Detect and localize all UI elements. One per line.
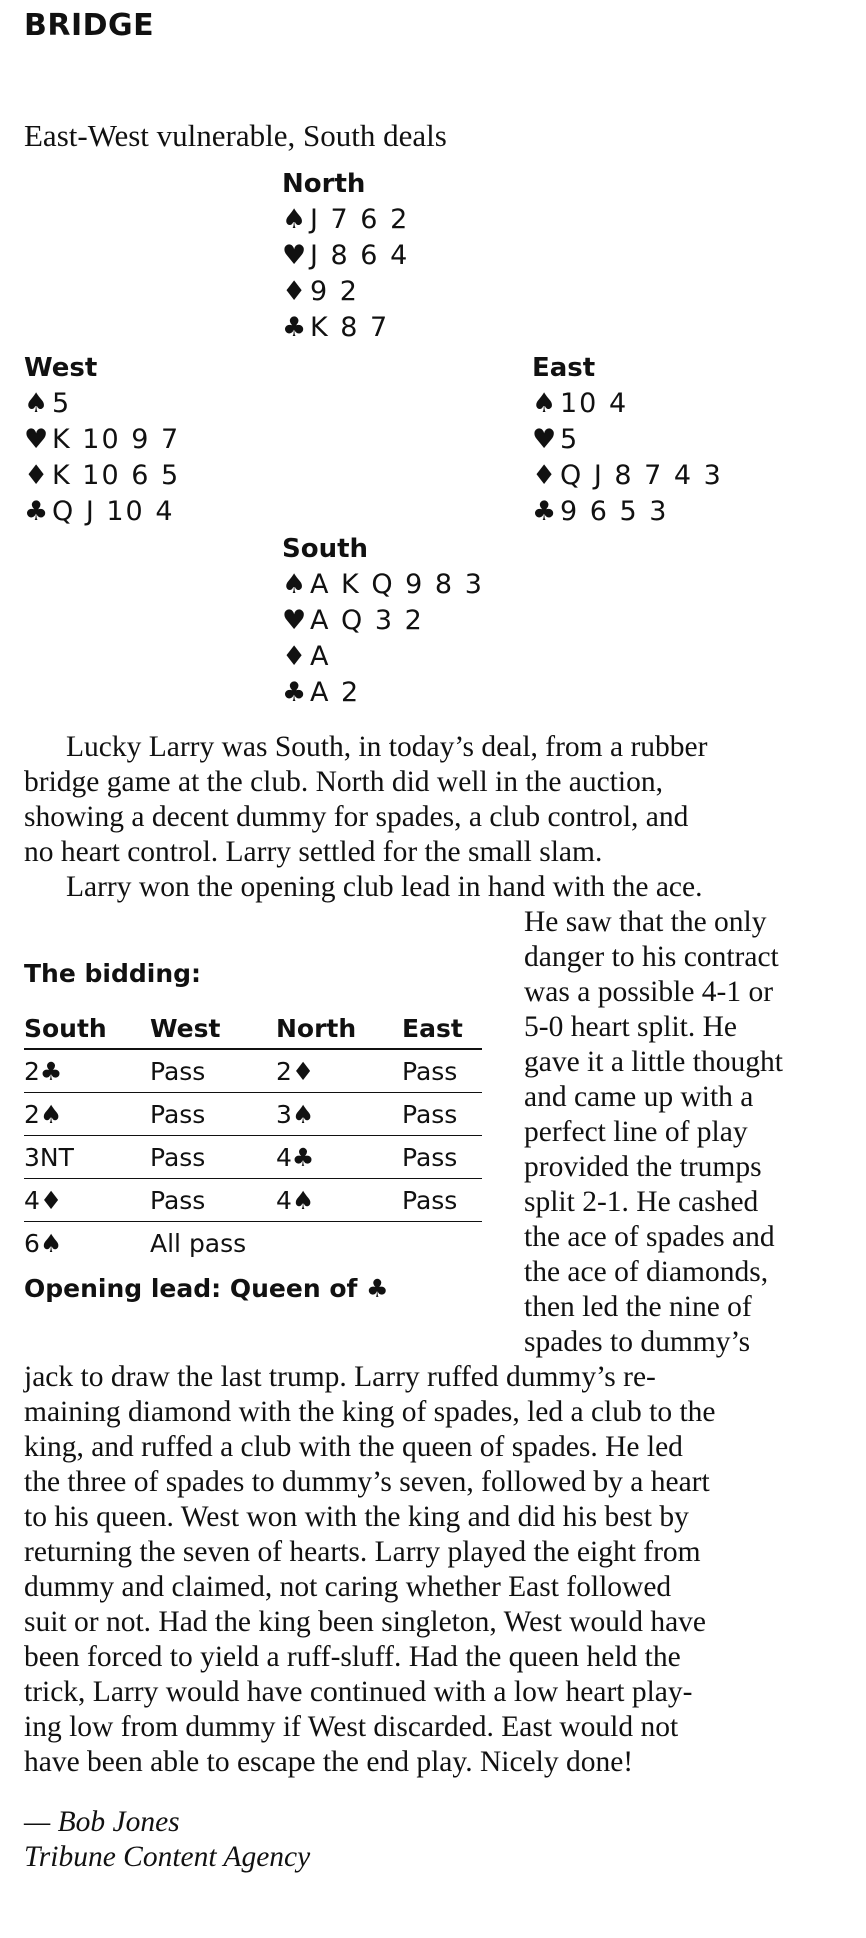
diamonds-cards: K 10 6 5 <box>52 460 181 491</box>
text-line: provided the trumps <box>524 1151 762 1183</box>
text-line: returning the seven of hearts. Larry played the eight from <box>24 1536 701 1568</box>
table-row <box>24 1093 482 1136</box>
table-row <box>24 1222 482 1265</box>
text-line: ing low from dummy if West discarded. East would not <box>24 1711 679 1743</box>
text-line: and came up with a <box>524 1081 754 1113</box>
text-line: gave it a little thought <box>524 1046 783 1078</box>
text-line: split 2-1. He cashed <box>524 1186 759 1218</box>
spades-cards: J 7 6 2 <box>310 204 410 235</box>
text-line: been forced to yield a ruff-sluff. Had the queen held the <box>24 1641 681 1673</box>
spade-icon: ♠ <box>282 204 307 235</box>
bid-cell: 6♠ <box>24 1228 63 1258</box>
bid-cell: All pass <box>150 1228 247 1258</box>
bid-cell: 4♠ <box>276 1179 402 1222</box>
bid-cell: 3♠ <box>276 1093 402 1136</box>
bid-cell: Pass <box>402 1093 482 1136</box>
text-line: to his queen. West won with the king and did his best by <box>24 1501 689 1533</box>
clubs-cards: Q J 10 4 <box>52 496 175 527</box>
spades-cards: 5 <box>52 388 72 419</box>
column-header: East <box>402 1008 482 1049</box>
hand-name: North <box>282 169 366 199</box>
bid-cell: 2♦ <box>276 1049 402 1093</box>
club-icon: ♣ <box>282 312 307 343</box>
diamond-icon: ♦ <box>282 641 307 672</box>
bid-cell: 2♠ <box>24 1093 150 1136</box>
clubs-row <box>532 494 723 530</box>
clubs-row <box>24 494 180 530</box>
text-line: was a possible 4-1 or <box>524 976 774 1008</box>
text-line: Lucky Larry was South, in today’s deal, from a rubber <box>66 731 708 763</box>
east-hand <box>532 350 723 530</box>
text-line: maining diamond with the king of spades, led a club to the <box>24 1396 716 1428</box>
bidding-box <box>24 956 482 1303</box>
text-line: danger to his contract <box>524 941 779 973</box>
club-icon: ♣ <box>24 496 49 527</box>
diamonds-cards: Q J 8 7 4 3 <box>560 460 723 491</box>
column-header: West <box>150 1008 276 1049</box>
bid-cell: 4♣ <box>276 1136 402 1179</box>
text-line: He saw that the only <box>524 906 767 938</box>
west-hand <box>24 350 180 530</box>
diamond-icon: ♦ <box>282 276 307 307</box>
diamond-icon: ♦ <box>24 460 49 491</box>
hearts-row <box>282 238 409 274</box>
column-header: North <box>276 1008 402 1049</box>
spade-icon: ♠ <box>24 388 49 419</box>
text-line: then led the nine of <box>524 1291 752 1323</box>
bidding-table <box>24 1008 482 1264</box>
hand-name: West <box>24 353 98 383</box>
hand-name: South <box>282 534 369 564</box>
bid-cell: Pass <box>402 1179 482 1222</box>
spades-cards: A K Q 9 8 3 <box>310 569 484 600</box>
south-hand <box>282 531 484 711</box>
diamonds-row <box>282 639 484 675</box>
diamonds-row <box>24 458 180 494</box>
text-line: perfect line of play <box>524 1116 748 1148</box>
author: — Bob Jones <box>24 1806 180 1838</box>
hearts-row <box>532 422 723 458</box>
vulnerability-line: East-West vulnerable, South deals <box>24 118 447 153</box>
text-line: the three of spades to dummy’s seven, followed by a heart <box>24 1466 710 1498</box>
article-paragraph-2-start <box>24 870 703 905</box>
diamonds-row <box>282 274 409 310</box>
text-line: suit or not. Had the king been singleton, West would have <box>24 1606 707 1638</box>
table-row <box>24 1049 482 1093</box>
heart-icon: ♥ <box>282 605 307 636</box>
diamonds-row <box>532 458 723 494</box>
diamonds-cards: 9 2 <box>310 276 359 307</box>
clubs-row <box>282 310 409 346</box>
bid-cell: Pass <box>150 1093 276 1136</box>
heart-icon: ♥ <box>532 424 557 455</box>
text-line: king, and ruffed a club with the queen of spades. He led <box>24 1431 683 1463</box>
hearts-cards: 5 <box>560 424 580 455</box>
text-line: showing a decent dummy for spades, a club control, and <box>24 801 689 833</box>
heart-icon: ♥ <box>24 424 49 455</box>
text-line: bridge game at the club. North did well in the auction, <box>24 766 663 798</box>
bid-cell: 2♣ <box>24 1049 150 1093</box>
spade-icon: ♠ <box>532 388 557 419</box>
table-row <box>24 1136 482 1179</box>
byline <box>24 1805 310 1875</box>
column-header: South <box>24 1008 150 1049</box>
opening-lead: Opening lead: Queen of ♣ <box>24 1274 389 1303</box>
bid-cell: Pass <box>150 1049 276 1093</box>
bid-cell: Pass <box>150 1179 276 1222</box>
bid-cell: Pass <box>402 1136 482 1179</box>
club-icon: ♣ <box>532 496 557 527</box>
hearts-row <box>282 603 484 639</box>
text-line: dummy and claimed, not caring whether East followed <box>24 1571 672 1603</box>
article-paragraph-2-continued <box>24 1360 715 1780</box>
bidding-header-row <box>24 1008 482 1049</box>
text-line: trick, Larry would have continued with a low heart play- <box>24 1676 693 1708</box>
text-line: 5-0 heart split. He <box>524 1011 737 1043</box>
text-line: spades to dummy’s <box>524 1326 751 1358</box>
spade-icon: ♠ <box>282 569 307 600</box>
clubs-cards: K 8 7 <box>310 312 390 343</box>
article-paragraph-1 <box>24 730 707 870</box>
text-line: Larry won the opening club lead in hand with the ace. <box>66 871 703 903</box>
text-line: jack to draw the last trump. Larry ruffed dummy’s re- <box>24 1361 656 1393</box>
table-row <box>24 1179 482 1222</box>
heart-icon: ♥ <box>282 240 307 271</box>
diamond-icon: ♦ <box>532 460 557 491</box>
agency: Tribune Content Agency <box>24 1841 311 1873</box>
bid-cell: 3NT <box>24 1136 150 1179</box>
bidding-heading: The bidding: <box>24 959 202 988</box>
clubs-row <box>282 675 484 711</box>
text-line: the ace of spades and <box>524 1221 775 1253</box>
clubs-cards: A 2 <box>310 677 361 708</box>
hearts-cards: A Q 3 2 <box>310 605 424 636</box>
bid-cell: Pass <box>150 1136 276 1179</box>
spades-row <box>282 567 484 603</box>
spades-row <box>24 386 180 422</box>
text-line: have been able to escape the end play. Nicely done! <box>24 1746 634 1778</box>
hearts-cards: J 8 6 4 <box>310 240 410 271</box>
spades-cards: 10 4 <box>560 388 629 419</box>
hearts-cards: K 10 9 7 <box>52 424 181 455</box>
bid-cell: 4♦ <box>24 1179 150 1222</box>
spades-row <box>282 202 409 238</box>
text-line: the ace of diamonds, <box>524 1256 769 1288</box>
diamonds-cards: A <box>310 641 331 672</box>
article-narrow-column <box>524 905 783 1360</box>
hand-name: East <box>532 353 596 383</box>
north-hand <box>282 166 409 346</box>
bid-cell: Pass <box>402 1049 482 1093</box>
club-icon: ♣ <box>282 677 307 708</box>
column-title: BRIDGE <box>24 8 155 43</box>
spades-row <box>532 386 723 422</box>
hearts-row <box>24 422 180 458</box>
clubs-cards: 9 6 5 3 <box>560 496 669 527</box>
text-line: no heart control. Larry settled for the small slam. <box>24 836 603 868</box>
